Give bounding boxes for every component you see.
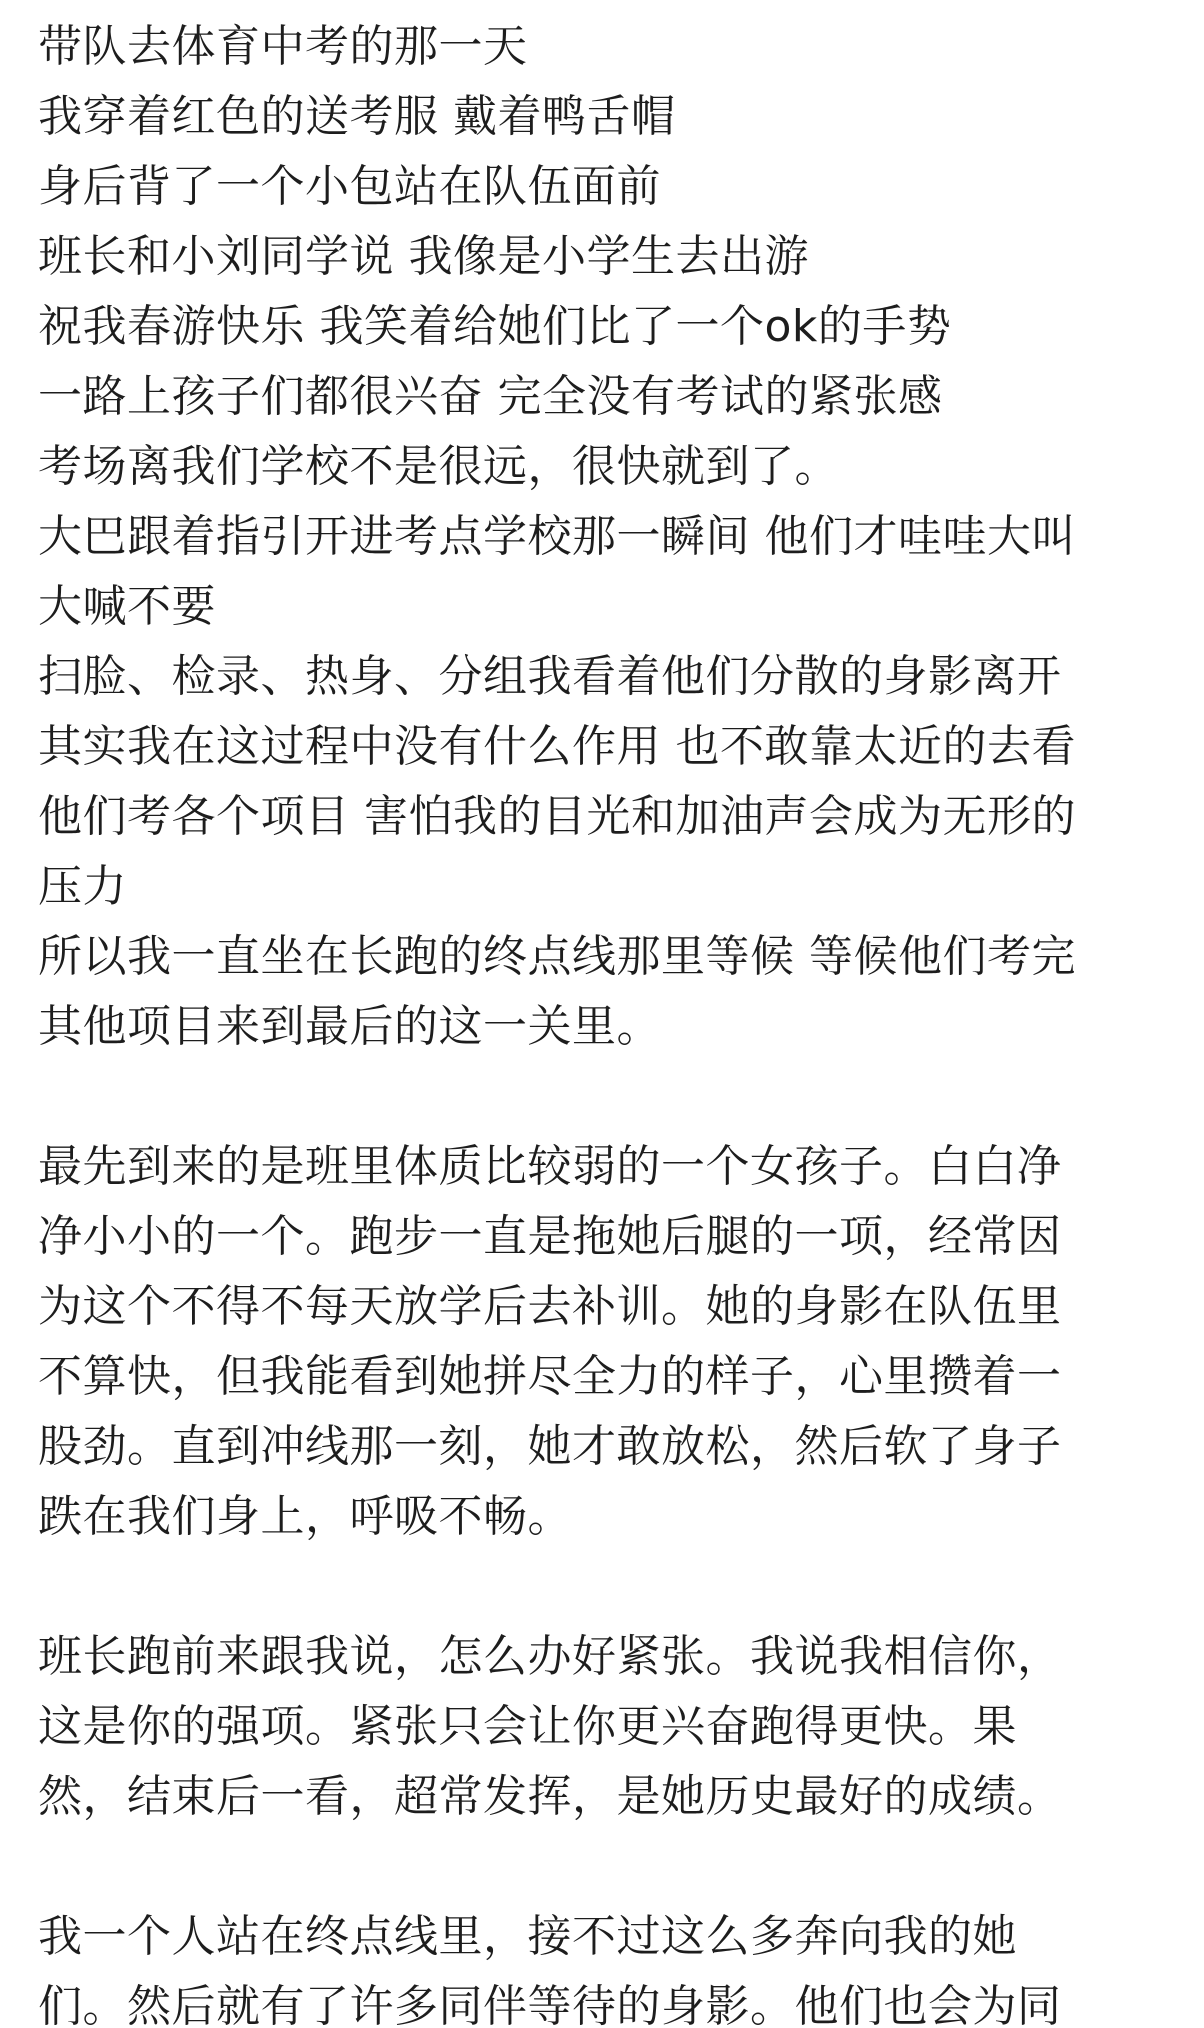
text-line: 一路上孩子们都很兴奋 完全没有考试的紧张感 — [38, 371, 943, 422]
paragraph-4 — [38, 1902, 1178, 2028]
text-line: 这是你的强项。紧张只会让你更兴奋跑得更快。果 — [38, 1701, 1017, 1752]
text-line: 大巴跟着指引开进考点学校那一瞬间 他们才哇哇大叫 — [38, 511, 1076, 562]
text-line: 带队去体育中考的那一天 — [38, 21, 528, 72]
text-line: 们。然后就有了许多同伴等待的身影。他们也会为同 — [38, 1981, 1062, 2028]
paragraph-gap — [38, 1062, 1178, 1132]
paragraph-gap — [38, 1832, 1178, 1902]
text-line: 身后背了一个小包站在队伍面前 — [38, 161, 661, 212]
text-line: 大喊不要 — [38, 581, 216, 632]
text-line: 我一个人站在终点线里，接不过这么多奔向我的她 — [38, 1911, 1017, 1962]
text-line: 然，结束后一看，超常发挥，是她历史最好的成绩。 — [38, 1771, 1062, 1822]
text-line: 其实我在这过程中没有什么作用 也不敢靠太近的去看 — [38, 721, 1076, 772]
text-line: 不算快，但我能看到她拼尽全力的样子，心里攒着一 — [38, 1351, 1062, 1402]
article-body[interactable] — [38, 12, 1178, 2028]
text-line: 班长和小刘同学说 我像是小学生去出游 — [38, 231, 809, 282]
text-line: 为这个不得不每天放学后去补训。她的身影在队伍里 — [38, 1281, 1062, 1332]
text-line: 祝我春游快乐 我笑着给她们比了一个ok的手势 — [38, 301, 952, 352]
text-line: 跌在我们身上，呼吸不畅。 — [38, 1491, 572, 1542]
text-line: 股劲。直到冲线那一刻，她才敢放松，然后软了身子 — [38, 1421, 1062, 1472]
text-line: 净小小的一个。跑步一直是拖她后腿的一项，经常因 — [38, 1211, 1062, 1262]
paragraph-3 — [38, 1622, 1178, 1832]
text-line: 班长跑前来跟我说，怎么办好紧张。我说我相信你， — [38, 1631, 1062, 1682]
text-line: 扫脸、检录、热身、分组我看着他们分散的身影离开 — [38, 651, 1062, 702]
text-line: 我穿着红色的送考服 戴着鸭舌帽 — [38, 91, 676, 142]
text-line: 他们考各个项目 害怕我的目光和加油声会成为无形的 — [38, 791, 1076, 842]
paragraph-gap — [38, 1552, 1178, 1622]
text-line: 所以我一直坐在长跑的终点线那里等候 等候他们考完 — [38, 931, 1076, 982]
paragraph-1 — [38, 12, 1178, 1062]
text-line: 压力 — [38, 861, 127, 912]
text-line: 其他项目来到最后的这一关里。 — [38, 1001, 661, 1052]
paragraph-2 — [38, 1132, 1178, 1552]
text-line: 考场离我们学校不是很远，很快就到了。 — [38, 441, 839, 492]
text-line: 最先到来的是班里体质比较弱的一个女孩子。白白净 — [38, 1141, 1062, 1192]
